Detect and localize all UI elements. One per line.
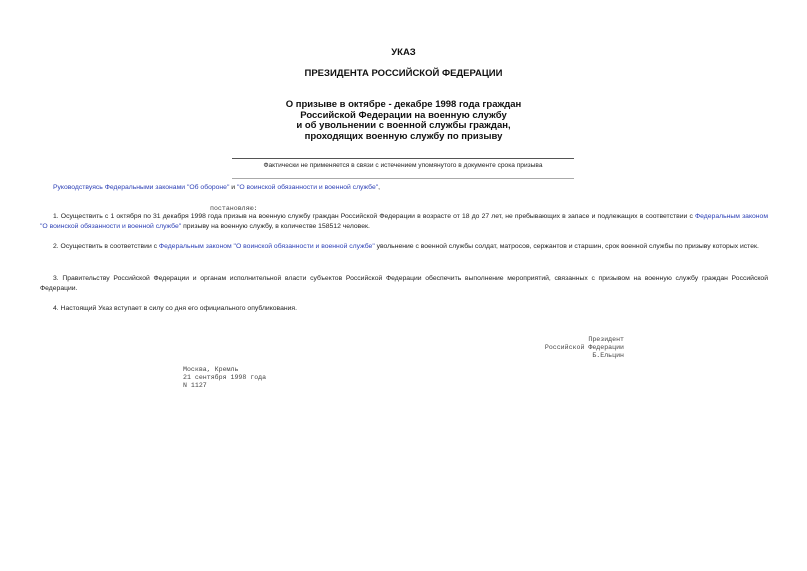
signature-title: Президент: [588, 336, 624, 343]
issuer-title: ПРЕЗИДЕНТА РОССИЙСКОЙ ФЕДЕРАЦИИ: [304, 68, 503, 79]
document-number: N 1127: [183, 382, 207, 390]
signature-name: Б.Ельцин: [592, 352, 624, 360]
preamble-conjunction: и: [229, 184, 237, 191]
preamble-text: Руководствуясь Федеральными законами: [53, 184, 187, 191]
bottom-divider: [232, 178, 574, 179]
paragraph-text: призыву на военную службу, в количестве 158512 человек.: [181, 223, 370, 231]
subject-line: проходящих военную службу по призыву: [304, 130, 503, 142]
paragraph-2: [40, 242, 768, 252]
place-date-block: [183, 366, 266, 391]
law-link-military-service[interactable]: Федеральным законом "О воинской обязанности и военной службе": [40, 213, 768, 231]
place: Москва, Кремль: [183, 366, 239, 373]
paragraph-text: 1. Осуществить с 1 октября по 31 декабря 1998 года призыв на военную службу граждан Российской Федерации в возрасте от 18 до 27 лет, не пребывающих в запасе и подлежащих в соответствии с: [53, 213, 695, 220]
law-link-military-service[interactable]: Федеральным законом "О воинской обязанности и военной службе": [158, 243, 375, 250]
paragraph-1: [40, 212, 768, 233]
preamble-punctuation: ,: [378, 184, 381, 191]
law-link-defense[interactable]: "Об обороне": [186, 184, 230, 191]
status-note: Фактически не применяется в связи с истечением упомянутого в документе срока призыва: [263, 162, 543, 169]
date: 21 сентября 1998 года: [183, 374, 267, 382]
paragraph-text: увольнение с военной службы солдат, матросов, сержантов и старшин, срок военной службы по призыву которых истек.: [374, 243, 759, 250]
document-subject: [0, 100, 807, 142]
decree-word: постановляю:: [210, 205, 258, 212]
preamble: [40, 183, 768, 193]
paragraph-4: 4. Настоящий Указ вступает в силу со дня его официального опубликования.: [53, 305, 297, 312]
signature-block: [540, 336, 624, 361]
law-link-military-service[interactable]: "О воинской обязанности и военной службе": [236, 184, 379, 191]
subject-line: Российской Федерации на военную службу: [300, 109, 507, 121]
subject-line: и об увольнении с военной службы граждан,: [296, 120, 511, 131]
signature-country: Российской Федерации: [544, 344, 624, 352]
paragraph-3: 3. Правительству Российской Федерации и органам исполнительной власти субъектов Российской Федерации обеспечить выполнение мероприятий, связанных с призывом на военную службу граждан Российской Федерации.: [40, 275, 768, 293]
top-divider: [232, 158, 574, 159]
paragraph-text: 2. Осуществить в соответствии с: [53, 243, 159, 250]
document-type-title: УКАЗ: [391, 47, 416, 58]
subject-line: О призыве в октябре - декабре 1998 года граждан: [285, 99, 522, 110]
